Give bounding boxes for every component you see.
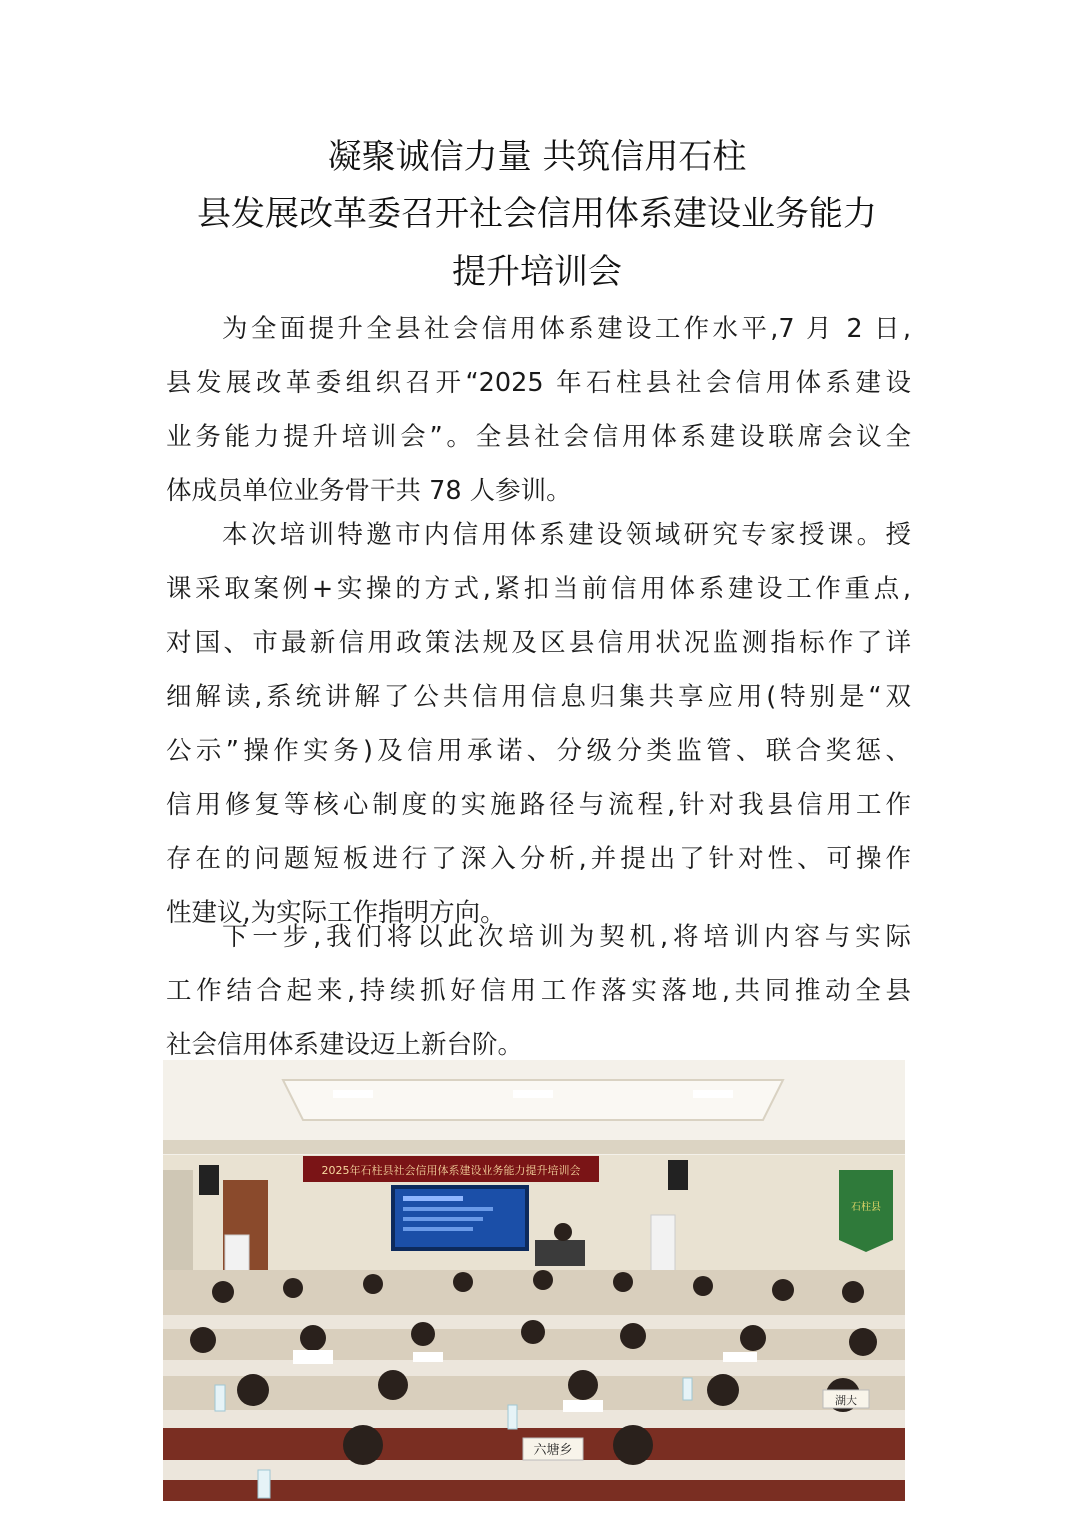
slide-text: [403, 1207, 493, 1211]
presenter-head: [554, 1223, 572, 1241]
slide-text: [403, 1227, 473, 1231]
paragraph-1-line: 体成员单位业务骨干共 78 人参训。: [166, 476, 572, 506]
name-card-text: 六塘乡: [533, 1443, 573, 1458]
cornice: [163, 1140, 905, 1154]
article-title-line-1: 凝聚诚信力量 共筑信用石柱: [327, 137, 747, 177]
paragraph-2-line: 细解读,系统讲解了公共信用信息归集共享应用(特别是“双: [166, 682, 911, 712]
paragraph-2-line: 性建议,为实际工作指明方向。: [166, 898, 506, 928]
slide-text: [403, 1196, 463, 1201]
paragraph-1-line: 为全面提升全县社会信用体系建设工作水平,7 月 2 日,: [222, 314, 911, 344]
desk-front: [163, 1480, 905, 1501]
pennant-text: 石柱县: [851, 1202, 881, 1213]
article-title-line-2: 县发展改革委召开社会信用体系建设业务能力: [197, 194, 877, 234]
article-title-line-3: 提升培训会: [452, 252, 622, 292]
ceiling-light: [693, 1090, 733, 1098]
paragraph-2-line: 存在的问题短板进行了深入分析,并提出了针对性、可操作: [166, 844, 911, 874]
ceiling-light: [333, 1090, 373, 1098]
paragraph-1-line: 县发展改革委组织召开“2025 年石柱县社会信用体系建设: [166, 368, 911, 398]
paragraph-1-line: 业务能力提升培训会”。全县社会信用体系建设联席会议全: [166, 422, 911, 452]
paragraph-2-line: 信用修复等核心制度的实施路径与流程,针对我县信用工作: [166, 790, 911, 820]
stage-banner-text: 2025年石柱县社会信用体系建设业务能力提升培训会: [321, 1164, 581, 1177]
ceiling-recess: [283, 1080, 783, 1120]
ceiling-light: [513, 1090, 553, 1098]
speaker-right: [668, 1160, 688, 1190]
paragraph-2-line: 本次培训特邀市内信用体系建设领域研究专家授课。授: [222, 520, 911, 550]
paragraph-3-line: 社会信用体系建设迈上新台阶。: [166, 1030, 524, 1060]
training-session-photo: [163, 1060, 905, 1501]
paragraph-3-line: 工作结合起来,持续抓好信用工作落实落地,共同推动全县: [166, 976, 911, 1006]
slide-text: [403, 1217, 483, 1221]
paragraph-2-line: 对国、市最新信用政策法规及区县信用状况监测指标作了详: [166, 628, 911, 658]
name-card-text: 湖大: [835, 1394, 857, 1407]
speaker-left: [199, 1165, 219, 1195]
paragraph-2-line: 公示”操作实务)及信用承诺、分级分类监管、联合奖惩、: [166, 736, 911, 766]
paragraph-2-line: 课采取案例+实操的方式,紧扣当前信用体系建设工作重点,: [166, 574, 911, 604]
desk-row: [163, 1460, 905, 1480]
desk-row: [163, 1360, 905, 1376]
podium: [535, 1240, 585, 1266]
desk-row: [163, 1410, 905, 1428]
paragraph-3-line: 下一步,我们将以此次培训为契机,将培训内容与实际: [222, 922, 911, 952]
